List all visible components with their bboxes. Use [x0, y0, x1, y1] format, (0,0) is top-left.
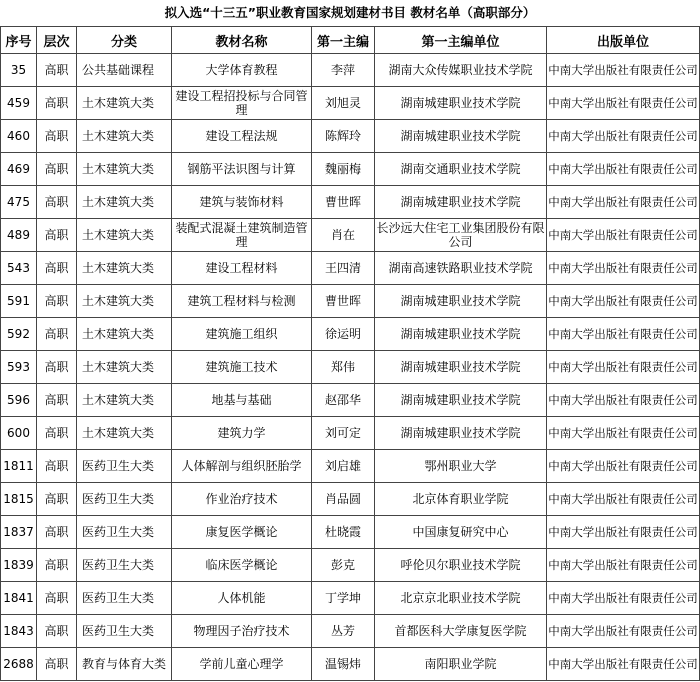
cell-category: 土木建筑大类: [77, 120, 172, 153]
cell-category: 医药卫生大类: [77, 483, 172, 516]
cell-category: 土木建筑大类: [77, 351, 172, 384]
table-row: [1, 285, 700, 318]
table-row: [1, 582, 700, 615]
cell-book: 建设工程招投标与合同管理: [172, 87, 312, 120]
cell-unit: 湖南交通职业技术学院: [375, 153, 547, 186]
cell-book: 地基与基础: [172, 384, 312, 417]
cell-unit: 湖南城建职业技术学院: [375, 120, 547, 153]
cell-book: 学前儿童心理学: [172, 648, 312, 681]
cell-level: 高职: [37, 120, 77, 153]
cell-editor: 李萍: [312, 54, 375, 87]
cell-level: 高职: [37, 648, 77, 681]
cell-editor: 魏丽梅: [312, 153, 375, 186]
cell-publisher: 中南大学出版社有限责任公司: [547, 615, 700, 648]
cell-publisher: 中南大学出版社有限责任公司: [547, 219, 700, 252]
table-row: [1, 252, 700, 285]
cell-publisher: 中南大学出版社有限责任公司: [547, 648, 700, 681]
cell-level: 高职: [37, 417, 77, 450]
table-row: [1, 120, 700, 153]
cell-level: 高职: [37, 219, 77, 252]
cell-unit: 北京体育职业学院: [375, 483, 547, 516]
cell-no: 1811: [1, 450, 37, 483]
cell-book: 建设工程法规: [172, 120, 312, 153]
cell-no: 2688: [1, 648, 37, 681]
col-header-book: 教材名称: [172, 27, 312, 54]
cell-category: 土木建筑大类: [77, 285, 172, 318]
cell-editor: 丁学坤: [312, 582, 375, 615]
cell-level: 高职: [37, 318, 77, 351]
cell-unit: 湖南城建职业技术学院: [375, 384, 547, 417]
cell-editor: 赵邵华: [312, 384, 375, 417]
cell-no: 592: [1, 318, 37, 351]
cell-unit: 南阳职业学院: [375, 648, 547, 681]
cell-publisher: 中南大学出版社有限责任公司: [547, 153, 700, 186]
cell-book: 人体机能: [172, 582, 312, 615]
table-row: [1, 351, 700, 384]
col-header-category: 分类: [77, 27, 172, 54]
col-header-publisher: 出版单位: [547, 27, 700, 54]
cell-publisher: 中南大学出版社有限责任公司: [547, 87, 700, 120]
cell-no: 469: [1, 153, 37, 186]
cell-no: 1837: [1, 516, 37, 549]
cell-category: 土木建筑大类: [77, 219, 172, 252]
cell-unit: 鄂州职业大学: [375, 450, 547, 483]
cell-category: 土木建筑大类: [77, 252, 172, 285]
cell-unit: 北京京北职业技术学院: [375, 582, 547, 615]
cell-no: 460: [1, 120, 37, 153]
cell-book: 物理因子治疗技术: [172, 615, 312, 648]
cell-editor: 曹世晖: [312, 285, 375, 318]
table-row: [1, 54, 700, 87]
table-row: [1, 87, 700, 120]
cell-category: 土木建筑大类: [77, 384, 172, 417]
col-header-unit: 第一主编单位: [375, 27, 547, 54]
table-header-row: [1, 27, 700, 54]
table-row: [1, 417, 700, 450]
cell-editor: 陈辉玲: [312, 120, 375, 153]
table-row: [1, 186, 700, 219]
cell-category: 医药卫生大类: [77, 516, 172, 549]
cell-level: 高职: [37, 87, 77, 120]
cell-publisher: 中南大学出版社有限责任公司: [547, 483, 700, 516]
cell-book: 建筑施工组织: [172, 318, 312, 351]
textbook-table: [0, 26, 700, 681]
table-row: [1, 483, 700, 516]
cell-editor: 肖在: [312, 219, 375, 252]
cell-category: 土木建筑大类: [77, 87, 172, 120]
cell-unit: 湖南城建职业技术学院: [375, 285, 547, 318]
cell-level: 高职: [37, 582, 77, 615]
cell-book: 康复医学概论: [172, 516, 312, 549]
cell-level: 高职: [37, 252, 77, 285]
cell-unit: 湖南高速铁路职业技术学院: [375, 252, 547, 285]
cell-publisher: 中南大学出版社有限责任公司: [547, 384, 700, 417]
cell-publisher: 中南大学出版社有限责任公司: [547, 417, 700, 450]
table-row: [1, 219, 700, 252]
cell-unit: 首都医科大学康复医学院: [375, 615, 547, 648]
cell-level: 高职: [37, 549, 77, 582]
cell-level: 高职: [37, 516, 77, 549]
cell-unit: 中国康复研究中心: [375, 516, 547, 549]
cell-editor: 彭克: [312, 549, 375, 582]
cell-no: 1843: [1, 615, 37, 648]
col-header-level: 层次: [37, 27, 77, 54]
table-row: [1, 615, 700, 648]
cell-level: 高职: [37, 384, 77, 417]
cell-no: 1815: [1, 483, 37, 516]
cell-no: 1841: [1, 582, 37, 615]
cell-level: 高职: [37, 615, 77, 648]
cell-category: 医药卫生大类: [77, 582, 172, 615]
cell-no: 35: [1, 54, 37, 87]
cell-book: 建筑施工技术: [172, 351, 312, 384]
cell-category: 教育与体育大类: [77, 648, 172, 681]
table-row: [1, 648, 700, 681]
cell-unit: 湖南大众传媒职业技术学院: [375, 54, 547, 87]
cell-editor: 王四清: [312, 252, 375, 285]
cell-no: 459: [1, 87, 37, 120]
cell-level: 高职: [37, 54, 77, 87]
table-row: [1, 549, 700, 582]
table-row: [1, 384, 700, 417]
cell-editor: 刘旭灵: [312, 87, 375, 120]
cell-unit: 湖南城建职业技术学院: [375, 351, 547, 384]
cell-level: 高职: [37, 153, 77, 186]
cell-publisher: 中南大学出版社有限责任公司: [547, 285, 700, 318]
table-row: [1, 450, 700, 483]
cell-editor: 丛芳: [312, 615, 375, 648]
cell-no: 543: [1, 252, 37, 285]
cell-editor: 曹世晖: [312, 186, 375, 219]
cell-unit: 呼伦贝尔职业技术学院: [375, 549, 547, 582]
cell-book: 装配式混凝土建筑制造管理: [172, 219, 312, 252]
cell-no: 593: [1, 351, 37, 384]
cell-category: 公共基础课程: [77, 54, 172, 87]
cell-no: 600: [1, 417, 37, 450]
table-row: [1, 516, 700, 549]
table-row: [1, 318, 700, 351]
cell-editor: 肖品圆: [312, 483, 375, 516]
cell-publisher: 中南大学出版社有限责任公司: [547, 450, 700, 483]
cell-category: 土木建筑大类: [77, 417, 172, 450]
cell-book: 人体解剖与组织胚胎学: [172, 450, 312, 483]
table-row: [1, 153, 700, 186]
document-title: 拟入选“十三五”职业教育国家规划建材书目 教材名单（高职部分）: [164, 5, 536, 20]
cell-book: 大学体育教程: [172, 54, 312, 87]
col-header-editor: 第一主编: [312, 27, 375, 54]
cell-book: 建设工程材料: [172, 252, 312, 285]
cell-publisher: 中南大学出版社有限责任公司: [547, 252, 700, 285]
cell-no: 489: [1, 219, 37, 252]
cell-publisher: 中南大学出版社有限责任公司: [547, 318, 700, 351]
cell-category: 医药卫生大类: [77, 549, 172, 582]
cell-no: 591: [1, 285, 37, 318]
cell-level: 高职: [37, 351, 77, 384]
cell-book: 建筑力学: [172, 417, 312, 450]
cell-publisher: 中南大学出版社有限责任公司: [547, 549, 700, 582]
cell-no: 475: [1, 186, 37, 219]
cell-unit: 湖南城建职业技术学院: [375, 186, 547, 219]
cell-category: 医药卫生大类: [77, 450, 172, 483]
cell-editor: 徐运明: [312, 318, 375, 351]
cell-book: 钢筋平法识图与计算: [172, 153, 312, 186]
cell-category: 土木建筑大类: [77, 153, 172, 186]
cell-no: 1839: [1, 549, 37, 582]
cell-level: 高职: [37, 450, 77, 483]
cell-editor: 刘启雄: [312, 450, 375, 483]
cell-category: 土木建筑大类: [77, 186, 172, 219]
col-header-no: 序号: [1, 27, 37, 54]
cell-level: 高职: [37, 483, 77, 516]
cell-category: 医药卫生大类: [77, 615, 172, 648]
cell-book: 建筑与装饰材料: [172, 186, 312, 219]
cell-publisher: 中南大学出版社有限责任公司: [547, 54, 700, 87]
cell-unit: 湖南城建职业技术学院: [375, 87, 547, 120]
cell-publisher: 中南大学出版社有限责任公司: [547, 120, 700, 153]
cell-book: 建筑工程材料与检测: [172, 285, 312, 318]
cell-publisher: 中南大学出版社有限责任公司: [547, 186, 700, 219]
cell-book: 作业治疗技术: [172, 483, 312, 516]
cell-level: 高职: [37, 186, 77, 219]
cell-editor: 温锡炜: [312, 648, 375, 681]
cell-publisher: 中南大学出版社有限责任公司: [547, 582, 700, 615]
cell-book: 临床医学概论: [172, 549, 312, 582]
cell-editor: 刘可定: [312, 417, 375, 450]
cell-unit: 湖南城建职业技术学院: [375, 318, 547, 351]
cell-unit: 湖南城建职业技术学院: [375, 417, 547, 450]
cell-editor: 郑伟: [312, 351, 375, 384]
cell-no: 596: [1, 384, 37, 417]
cell-unit: 长沙远大住宅工业集团股份有限公司: [375, 219, 547, 252]
cell-publisher: 中南大学出版社有限责任公司: [547, 351, 700, 384]
cell-editor: 杜晓霞: [312, 516, 375, 549]
cell-category: 土木建筑大类: [77, 318, 172, 351]
cell-level: 高职: [37, 285, 77, 318]
cell-publisher: 中南大学出版社有限责任公司: [547, 516, 700, 549]
